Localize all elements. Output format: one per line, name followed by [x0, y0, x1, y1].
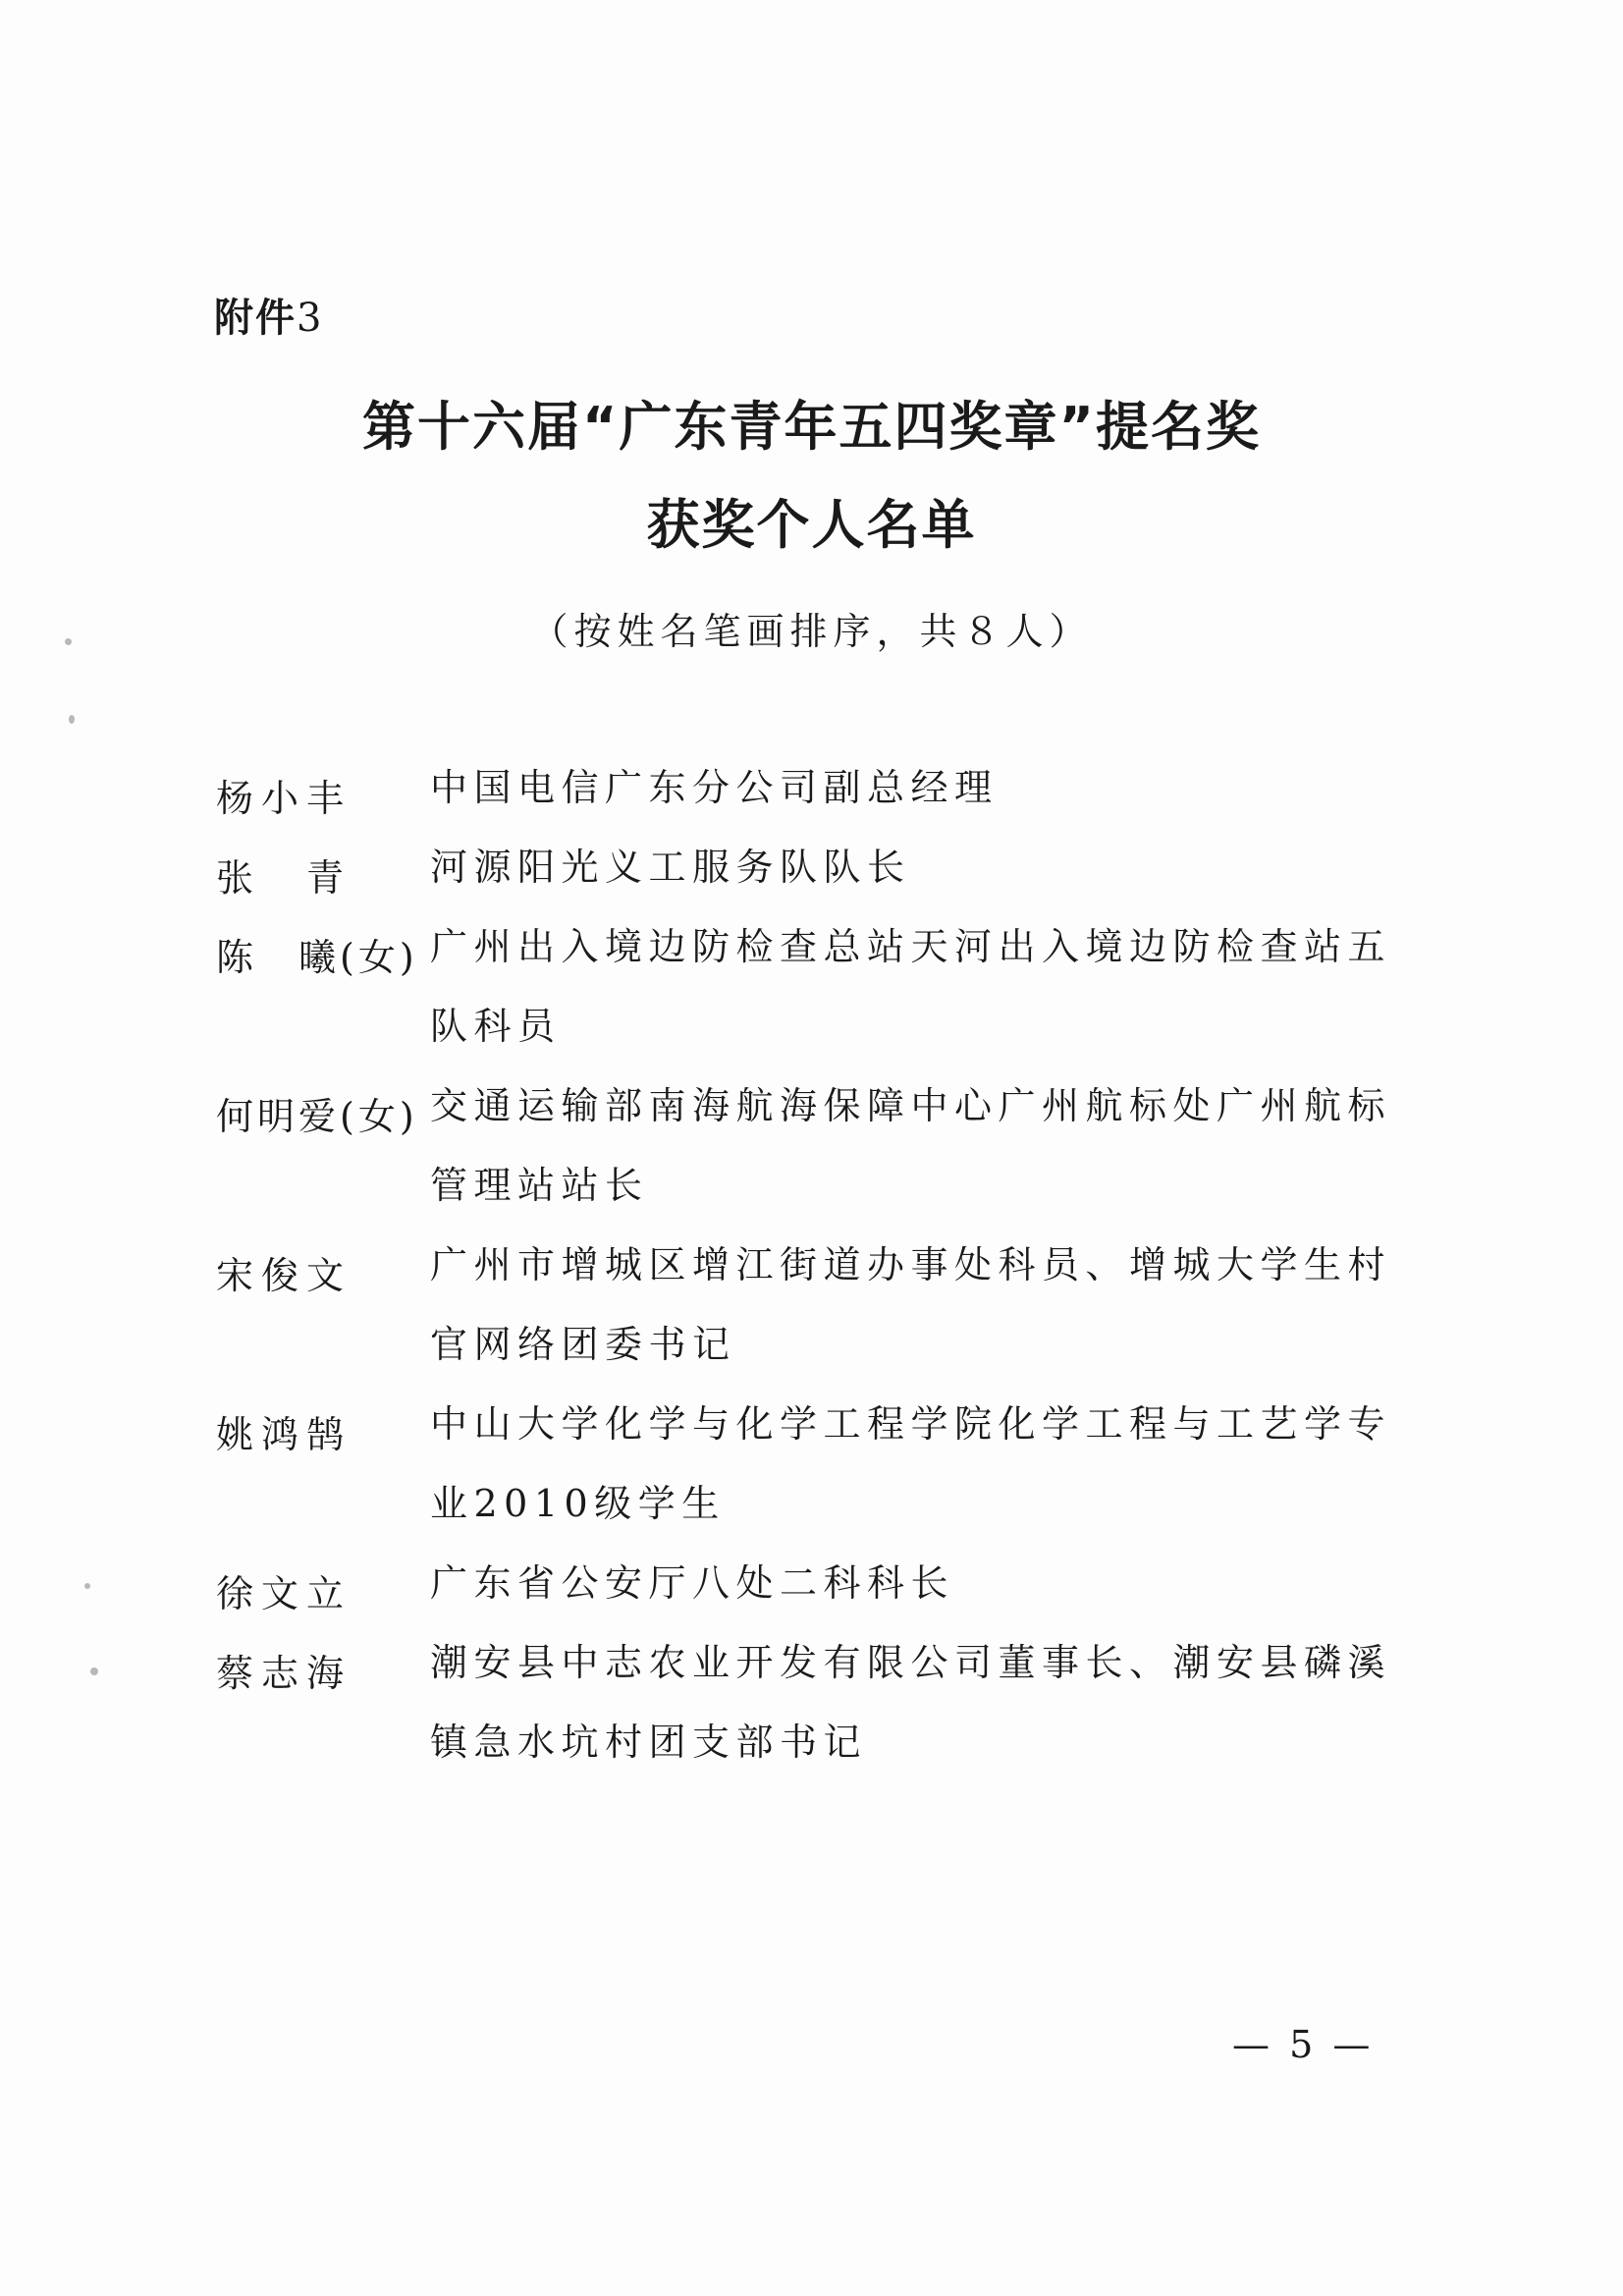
scan-speck	[90, 1667, 98, 1675]
person-name: 姚鸿鹄	[216, 1413, 352, 1456]
person-position: 中山大学化学与化学工程学院化学工程与工艺学专业2010级学生	[430, 1402, 1392, 1525]
person-name: 徐文立	[216, 1572, 352, 1615]
scan-speck	[84, 1583, 90, 1589]
attachment-text: 附件	[214, 296, 297, 341]
person-name: 何明爱(女)	[216, 1095, 418, 1138]
person-name: 宋俊文	[216, 1254, 352, 1297]
person-position: 潮安县中志农业开发有限公司董事长、潮安县磷溪镇急水坑村团支部书记	[430, 1641, 1392, 1764]
person-position: 广东省公安厅八处二科科长	[430, 1561, 955, 1605]
page-number: — 5 —	[1232, 2023, 1375, 2066]
document-title-line-1: 第十六届“广东青年五四奖章”提名奖	[362, 396, 1261, 458]
document-subtitle: （按姓名笔画排序，共８人）	[530, 610, 1093, 653]
person-name: 杨小丰	[216, 777, 352, 820]
person-position: 广州市增城区增江街道办事处科员、增城大学生村官网络团委书记	[430, 1243, 1392, 1366]
scan-speck	[69, 715, 75, 724]
person-position: 交通运输部南海航海保障中心广州航标处广州航标管理站站长	[430, 1084, 1392, 1207]
attachment-label	[214, 287, 323, 343]
document-title-line-2: 获奖个人名单	[646, 494, 977, 556]
attachment-number: 3	[297, 296, 324, 341]
person-position: 河源阳光义工服务队队长	[430, 846, 911, 889]
person-position: 广州出入境边防检查总站天河出入境边防检查站五队科员	[430, 925, 1392, 1048]
person-name: 蔡志海	[216, 1652, 352, 1695]
person-position: 中国电信广东分公司副总经理	[430, 766, 999, 809]
person-name: 陈 曦(女)	[216, 936, 418, 979]
person-name: 张 青	[216, 856, 352, 900]
